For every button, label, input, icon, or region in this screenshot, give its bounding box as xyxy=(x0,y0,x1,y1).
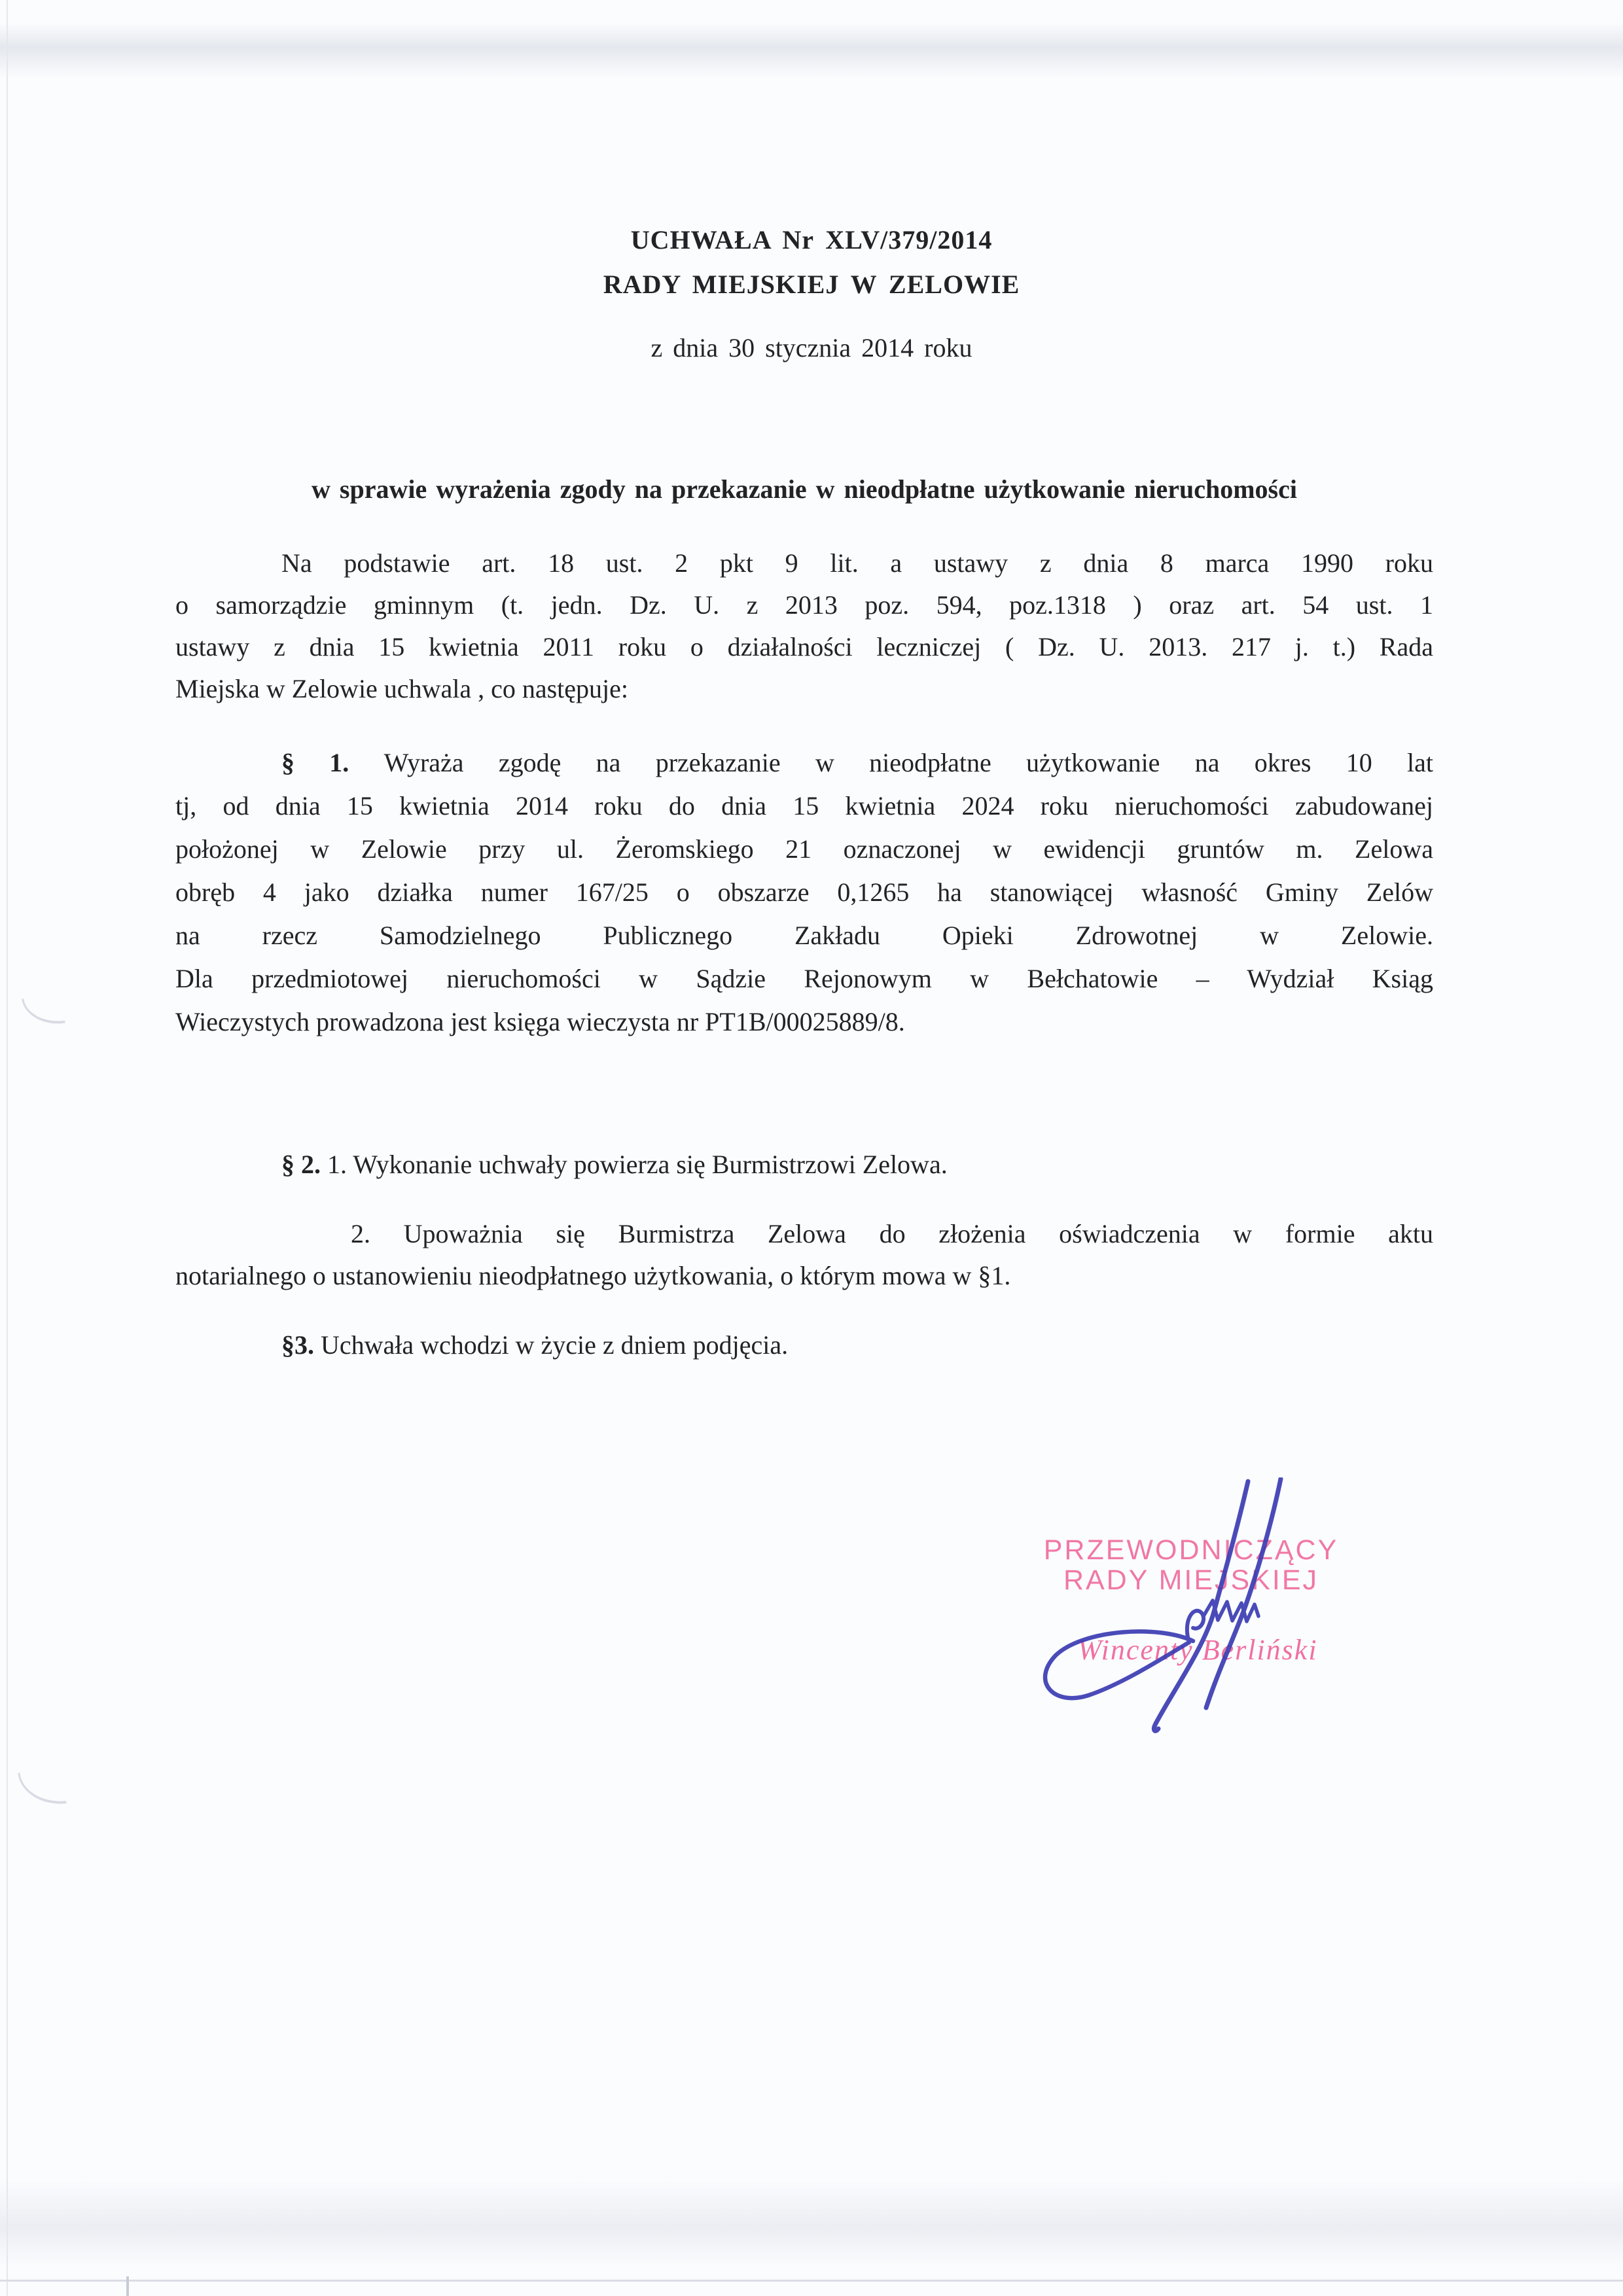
resolution-number: UCHWAŁA Nr XLV/379/2014 xyxy=(630,225,993,255)
text-line: położonej w Zelowie przy ul. Żeromskiego 21 oznaczonej w ewidencji gruntów m. Zelowa xyxy=(175,834,1433,864)
margin-fold-mark xyxy=(22,993,65,1029)
issuing-body: RADY MIEJSKIEJ W ZELOWIE xyxy=(603,270,1020,299)
scan-bottom-tick xyxy=(126,2276,129,2296)
section-marker: § 1. xyxy=(281,748,349,777)
resolution-date: z dnia 30 stycznia 2014 roku xyxy=(651,333,972,362)
section-3-paragraph xyxy=(175,1324,1433,1366)
text-line: obręb 4 jako działka numer 167/25 o obszarze 0,1265 ha stanowiącej własność Gminy Zelów xyxy=(175,877,1433,907)
stamp-title-line: PRZEWODNICZĄCY xyxy=(1043,1534,1339,1566)
section-marker: § 2. xyxy=(281,1150,321,1179)
legal-basis-paragraph xyxy=(175,542,1433,710)
text-line: Miejska w Zelowie uchwala , co następuje: xyxy=(175,674,628,703)
text-line: Dla przedmiotowej nieruchomości w Sądzie Rejonowym w Bełchatowie – Wydział Ksiąg xyxy=(175,964,1433,993)
text-line: § 2. 1. Wykonanie uchwały powierza się Burmistrzowi Zelowa. xyxy=(281,1150,948,1179)
section-marker: §3. xyxy=(281,1330,314,1360)
text-line: ustawy z dnia 15 kwietnia 2011 roku o działalności leczniczej ( Dz. U. 2013. 217 j. t.) Rada xyxy=(175,632,1433,662)
text-line: o samorządzie gminnym (t. jedn. Dz. U. z 2013 poz. 594, poz.1318 ) oraz art. 54 ust. 1 xyxy=(175,590,1433,620)
handwritten-signature xyxy=(1018,1477,1332,1739)
section-2-point-2 xyxy=(175,1213,1433,1297)
text-line: na rzecz Samodzielnego Publicznego Zakładu Opieki Zdrowotnej w Zelowie. xyxy=(175,921,1433,950)
text-line: notarialnego o ustanowieniu nieodpłatnego użytkowania, o którym mowa w §1. xyxy=(175,1261,1011,1290)
section-1-paragraph xyxy=(175,741,1433,1044)
document-header xyxy=(0,218,1623,307)
scan-shadow-band-top xyxy=(0,22,1623,79)
scan-shadow-band-bottom xyxy=(0,2179,1623,2267)
scan-bottom-line xyxy=(0,2280,1623,2282)
chairman-name-stamp: Wincenty Berliński xyxy=(1077,1634,1318,1666)
margin-fold-mark xyxy=(18,1769,66,1809)
text-line: Na podstawie art. 18 ust. 2 pkt 9 lit. a ustawy z dnia 8 marca 1990 roku xyxy=(281,548,1433,578)
text-line: Wieczystych prowadzona jest księga wieczysta nr PT1B/00025889/8. xyxy=(175,1007,905,1036)
stamp-body-line: RADY MIEJSKIEJ xyxy=(1063,1564,1319,1596)
text-line: 2. Upoważnia się Burmistrza Zelowa do złożenia oświadczenia w formie aktu xyxy=(351,1219,1433,1248)
text-line: tj, od dnia 15 kwietnia 2014 roku do dnia 15 kwietnia 2024 roku nieruchomości zabudowanej xyxy=(175,791,1433,821)
text-line: §3. Uchwała wchodzi w życie z dniem podjęcia. xyxy=(281,1330,789,1360)
section-2-point-1 xyxy=(175,1144,1433,1186)
resolution-subject: w sprawie wyrażenia zgody na przekazanie w nieodpłatne użytkowanie nieruchomości xyxy=(312,474,1297,504)
text-line: § 1. Wyraża zgodę na przekazanie w nieodpłatne użytkowanie na okres 10 lat xyxy=(281,748,1434,777)
